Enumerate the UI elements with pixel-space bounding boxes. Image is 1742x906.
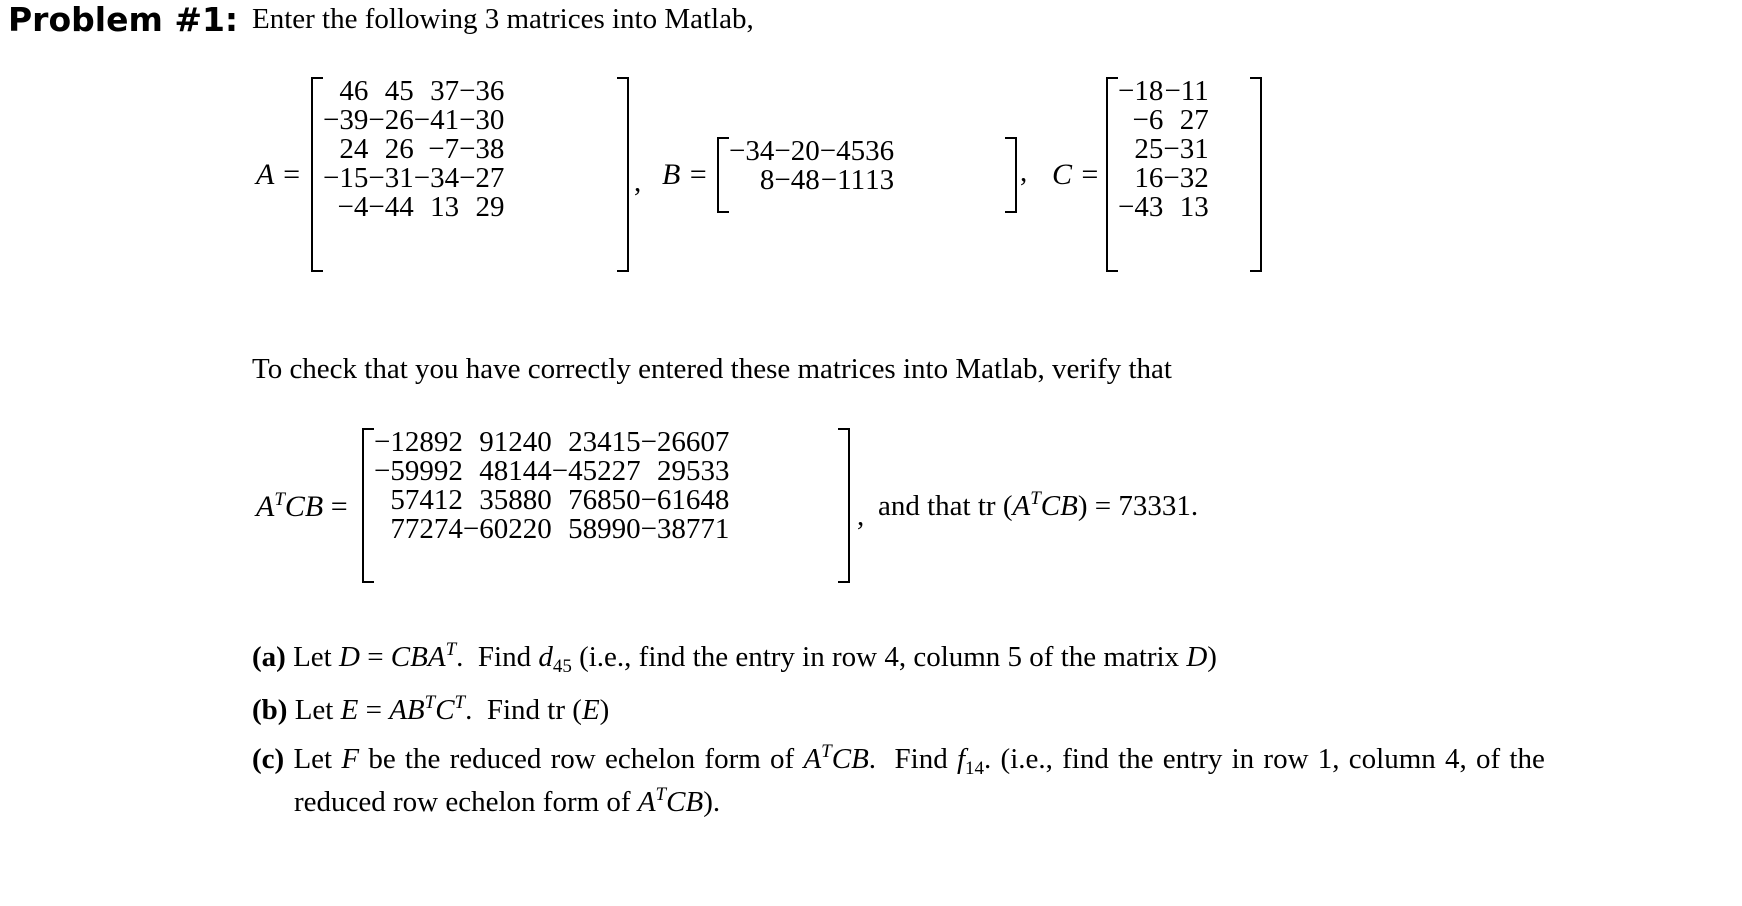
problem-title: Problem #1:: [8, 0, 239, 39]
matrix-cell: −12892: [374, 426, 463, 458]
matrix-cell: −39: [323, 104, 369, 136]
matrix-cell: −11: [1164, 75, 1209, 107]
matrix-cell: 8: [759, 164, 775, 196]
matrix-cell: −7: [428, 133, 460, 165]
comma-separator: ,: [634, 166, 642, 198]
matrix-cell: −36: [459, 75, 505, 107]
matrix-row: [374, 457, 729, 486]
matrix-atcb: [362, 428, 850, 583]
matrix-b: [717, 137, 1017, 213]
matrix-row: [323, 164, 504, 193]
trace-check: and that tr $(A^TCB) = 73331$.: [878, 488, 1199, 522]
matrix-row: [1118, 135, 1209, 164]
matrix-cell: −43: [1118, 191, 1164, 223]
matrix-cell: −44: [368, 191, 414, 223]
matrix-cell: 13: [865, 164, 895, 196]
matrix-row: [323, 77, 504, 106]
matrix-cell: 23415: [568, 426, 641, 458]
matrix-cell: −31: [1163, 133, 1209, 165]
matrix-cell: 37: [430, 75, 460, 107]
matrix-a: [311, 77, 629, 272]
matrix-row: [1118, 164, 1209, 193]
matrix-cell: −11: [820, 164, 866, 196]
matrix-row: [1118, 106, 1209, 135]
matrix-cell: 36: [865, 135, 895, 167]
part-a: (a) Let $D = CBA^T$. Find $d_{45}$ (i.e., find the entry in row 4, column 5 of the matrix D): [252, 639, 1217, 677]
matrix-cell: 26: [384, 133, 414, 165]
matrix-cell: 25: [1134, 133, 1164, 165]
matrix-cell: −48: [774, 164, 820, 196]
part-b-label: (b): [252, 694, 288, 726]
matrix-cell: −60220: [462, 513, 552, 545]
matrix-c: [1106, 77, 1262, 272]
matrix-cell: −45: [819, 135, 866, 167]
matrix-cell: −30: [459, 104, 505, 136]
matrix-cell: 57412: [390, 484, 463, 516]
matrix-cell: −41: [413, 104, 460, 136]
comma-separator: ,: [857, 500, 865, 532]
part-c-label: (c): [252, 743, 285, 775]
matrix-cell: 24: [339, 133, 369, 165]
matrix-cell: −6: [1132, 104, 1164, 136]
matrix-row: [729, 166, 894, 195]
matrix-cell: −38771: [640, 513, 730, 545]
matrix-cell: −61648: [640, 484, 730, 516]
matrix-cell: 13: [430, 191, 460, 223]
part-b: (b) Let $E = AB^TC^T$. Find tr (E): [252, 692, 610, 726]
matrix-cell: −20: [774, 135, 820, 167]
matrix-cell: −34: [413, 162, 460, 194]
matrix-cell: 45: [384, 75, 414, 107]
matrix-cell: −18: [1118, 75, 1164, 107]
matrix-cell: 29533: [656, 455, 730, 487]
matrix-row: [374, 428, 729, 457]
matrix-row: [374, 515, 729, 544]
matrix-cell: −32: [1163, 162, 1209, 194]
matrix-cell: 77274: [390, 513, 463, 545]
matrix-cell: 58990: [568, 513, 641, 545]
atcb-label: $A^TCB$ =: [256, 489, 348, 523]
matrix-cell: 27: [1179, 104, 1209, 136]
matrix-row: [1118, 193, 1209, 222]
problem-intro: Enter the following 3 matrices into Matlab,: [252, 3, 754, 35]
matrix-cell: −15: [323, 162, 369, 194]
matrix-b-label: B =: [662, 158, 709, 191]
matrix-cell: 76850: [568, 484, 641, 516]
matrix-a-label: A =: [256, 158, 302, 191]
matrix-cell: −45227: [551, 455, 641, 487]
matrix-cell: 29: [475, 191, 505, 223]
matrix-row: [729, 137, 894, 166]
part-a-label: (a): [252, 641, 286, 673]
matrix-cell: 46: [339, 75, 369, 107]
matrix-cell: 13: [1179, 191, 1209, 223]
matrix-row: [323, 135, 504, 164]
matrix-cell: 91240: [479, 426, 552, 458]
matrix-row: [374, 486, 729, 515]
matrix-cell: −38: [459, 133, 505, 165]
part-c-line2: reduced row echelon form of $A^TCB$).: [294, 784, 721, 818]
comma-separator: ,: [1020, 156, 1028, 188]
matrix-cell: −27: [459, 162, 505, 194]
matrix-cell: −31: [368, 162, 414, 194]
matrix-cell: −34: [729, 135, 775, 167]
matrix-c-label: C =: [1052, 158, 1100, 191]
matrix-cell: 35880: [479, 484, 552, 516]
matrix-row: [1118, 77, 1209, 106]
check-text: To check that you have correctly entered these matrices into Matlab, verify that: [252, 353, 1172, 385]
matrix-cell: −26: [368, 104, 414, 136]
matrix-cell: −4: [337, 191, 369, 223]
part-c: (c) Let F be the reduced row echelon form of $A^TCB$. Find $f_{14}$. (i.e., find the entry in row 1, column 4, of the: [252, 741, 1545, 779]
matrix-row: [323, 106, 504, 135]
matrix-row: [323, 193, 504, 222]
matrix-cell: 16: [1134, 162, 1164, 194]
matrix-cell: −26607: [640, 426, 730, 458]
matrix-cell: 48144: [479, 455, 552, 487]
matrix-cell: −59992: [374, 455, 463, 487]
